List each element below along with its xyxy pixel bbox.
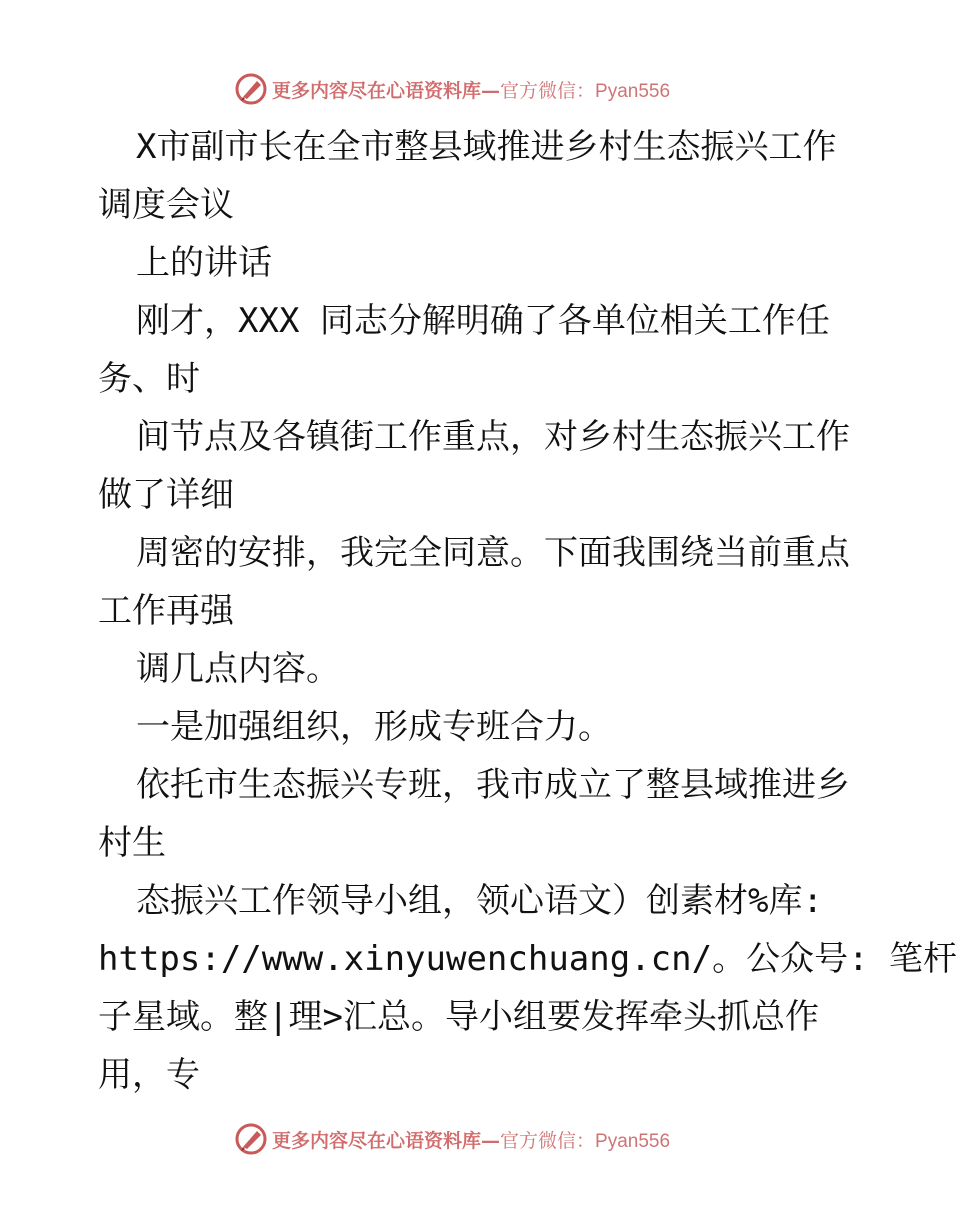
doc-line: 调几点内容。 <box>136 649 340 689</box>
header-banner-main: 更多内容尽在心语资料库 <box>272 79 482 102</box>
doc-line: 态振兴工作领导小组，领心语文）创素材%库: <box>136 881 823 921</box>
header-banner <box>234 70 714 108</box>
footer-banner-main: 更多内容尽在心语资料库 <box>272 1129 482 1152</box>
header-banner-text <box>272 76 670 103</box>
doc-line: 用，专 <box>98 1055 200 1095</box>
doc-line-url: https://www.xinyuwenchuang.cn/。公众号: 笔杆 <box>98 939 957 979</box>
doc-line: 村生 <box>98 823 166 863</box>
pen-logo-icon <box>234 1122 268 1156</box>
footer-banner-wechat: 官方微信：Pyan556 <box>500 1130 671 1152</box>
doc-line: 一是加强组织，形成专班合力。 <box>136 707 612 747</box>
doc-line: X市副市长在全市整县域推进乡村生态振兴工作 <box>136 127 837 167</box>
pen-logo-icon <box>234 72 268 106</box>
doc-line: 务、时 <box>98 359 200 399</box>
doc-line: 刚才，XXX 同志分解明确了各单位相关工作任 <box>136 301 830 341</box>
footer-banner-separator: — <box>481 1129 501 1152</box>
doc-line: 上的讲话 <box>136 243 272 283</box>
doc-line: 依托市生态振兴专班，我市成立了整县域推进乡 <box>136 765 850 805</box>
doc-line: 调度会议 <box>98 185 234 225</box>
document-body <box>98 118 957 1104</box>
doc-line: 做了详细 <box>98 475 234 515</box>
doc-line: 工作再强 <box>98 591 234 631</box>
header-banner-separator: — <box>481 79 501 102</box>
doc-line: 子星域。整|理>汇总。导小组要发挥牵头抓总作 <box>98 997 819 1037</box>
footer-banner <box>234 1120 714 1158</box>
footer-banner-text <box>272 1126 670 1153</box>
doc-line: 周密的安排，我完全同意。下面我围绕当前重点 <box>136 533 850 573</box>
doc-line: 间节点及各镇街工作重点，对乡村生态振兴工作 <box>136 417 850 457</box>
header-banner-wechat: 官方微信：Pyan556 <box>500 80 671 102</box>
